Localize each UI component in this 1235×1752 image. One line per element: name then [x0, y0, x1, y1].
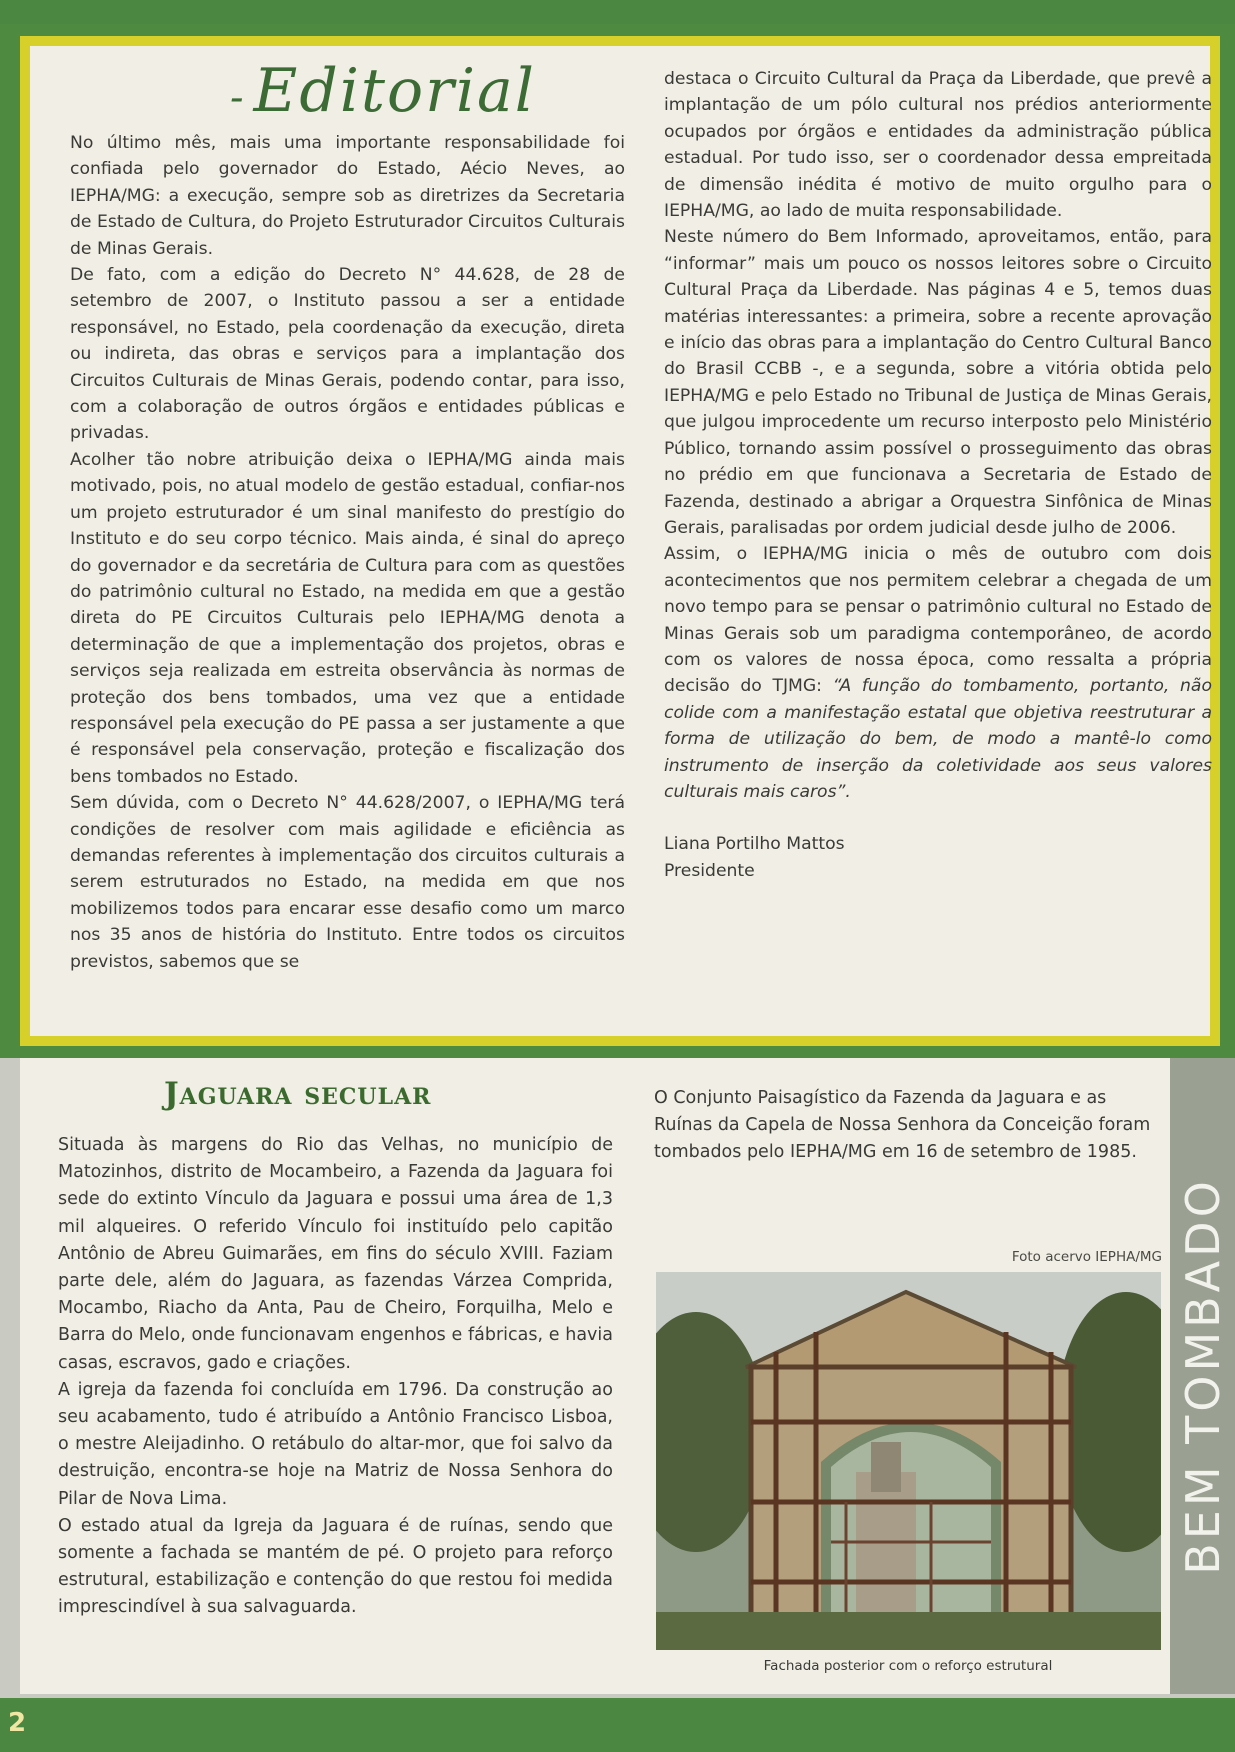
editorial-right-column — [664, 66, 1212, 884]
church-ruins-illustration — [656, 1272, 1161, 1650]
jaguara-paragraph: O Conjunto Paisagístico da Fazenda da Jaguara e as Ruínas da Capela de Nossa Senhora da Conceição foram tombados pelo IEPHA/MG em 16 de setembro de 1985. — [654, 1088, 1151, 1163]
photo-caption: Fachada posterior com o reforço estrutural — [763, 1658, 1053, 1674]
editorial-closing-text: Assim, o IEPHA/MG inicia o mês de outubro com dois acontecimentos que nos permitem celebrar a chegada de um novo tempo para se pensar o patrimônio cultural no Estado de Minas Gerais sob um paradigma contemporâneo, de acordo com os valores de nossa época, como ressalta a própria decisão do TJMG: — [664, 544, 1212, 697]
jaguara-paragraph: O estado atual da Igreja da Jaguara é de ruínas, sendo que somente a fachada se mantém de pé. O projeto para reforço estrutural, estabilização e contenção do que restou foi medida imprescindível à sua salvaguarda. — [58, 1515, 613, 1618]
photo-credit: Foto acervo IEPHA/MG — [1011, 1249, 1162, 1265]
jaguara-paragraph: A igreja da fazenda foi concluída em 1796. Da construção ao seu acabamento, tudo é atribuído a Antônio Francisco Lisboa, o mestre Aleijadinho. O retábulo do altar-mor, que foi salvo da destruição, encontra-se hoje na Matriz de Nossa Senhora do Pilar de Nova Lima. — [58, 1379, 613, 1509]
jaguara-right-column — [654, 1085, 1159, 1167]
jaguara-title: Jaguara secular — [164, 1076, 432, 1112]
editorial-quote: “A função do tombamento, portanto, não colide com a manifestação estatal que objetiva reestruturar a forma de utilização do bem, de modo a mantê-lo como instrumento de inserção da coletividade aos seus valores culturais mais caros”. — [664, 676, 1212, 802]
editorial-paragraph: Sem dúvida, com o Decreto N° 44.628/2007, o IEPHA/MG terá condições de resolver com mais agilidade e eficiência as demandas referentes à implementação dos circuitos culturais a serem estruturados no Estado, na medida em que nos mobilizemos todos para encarar esse desafio como um marco nos 35 anos de história do Instituto. Entre todos os circuitos previstos, sabemos que se — [70, 793, 625, 972]
side-label-text: BEM TOMBADO — [1175, 1177, 1230, 1575]
church-ruins-photo — [656, 1272, 1161, 1650]
editorial-left-column — [70, 130, 625, 975]
editorial-closing-paragraph — [664, 541, 1212, 805]
top-color-strip — [0, 0, 1235, 24]
editorial-box — [20, 36, 1220, 1046]
side-label-bar — [1170, 1058, 1235, 1694]
editorial-signature — [664, 831, 1212, 884]
jaguara-left-column — [58, 1132, 613, 1622]
editorial-paragraph: No último mês, mais uma importante responsabilidade foi confiada pelo governador do Estado, Aécio Neves, ao IEPHA/MG: a execução, sempre sob as diretrizes da Secretaria de Estado de Cultura, do Projeto Estruturador Circuitos Culturais de Minas Gerais. — [70, 133, 625, 259]
editorial-paper — [30, 46, 1210, 1036]
editorial-title: - Editorial — [230, 56, 536, 126]
editorial-paragraph: Acolher tão nobre atribuição deixa o IEPHA/MG ainda mais motivado, pois, no atual modelo de gestão estadual, confiar-nos um projeto estruturador é um sinal manifesto do prestígio do Instituto e do seu corpo técnico. Mais ainda, é sinal do apreço do governador e da secretária de Cultura para com as questões do patrimônio cultural no Estado, na medida em que a gestão direta do PE Circuitos Culturais pelo IEPHA/MG denota a determinação de que a implementação dos projetos, obras e serviços seja realizada em estreita observância às normas de proteção dos bens tombados, uma vez que a entidade responsável pela execução do PE passa a ser justamente a que é responsável pela conservação, proteção e fiscalização dos bens tombados no Estado. — [70, 449, 625, 787]
editorial-paragraph: De fato, com a edição do Decreto N° 44.628, de 28 de setembro de 2007, o Instituto passou a ser a entidade responsável, no Estado, pela coordenação da execução, direta ou indireta, das obras e serviços para a implantação dos Circuitos Culturais de Minas Gerais, podendo contar, para isso, com a colaboração de outros órgãos e entidades públicas e privadas. — [70, 265, 625, 444]
signature-role: Presidente — [664, 860, 755, 881]
footer-bar — [0, 1700, 1235, 1752]
signature-name: Liana Portilho Mattos — [664, 834, 845, 855]
page-number: 2 — [8, 1708, 27, 1738]
editorial-paragraph: destaca o Circuito Cultural da Praça da Liberdade, que prevê a implantação de um pólo cultural nos prédios anteriormente ocupados por órgãos e entidades da administração pública estadual. Por tudo isso, ser o coordenador dessa empreitada de dimensão inédita é motivo de muito orgulho para o IEPHA/MG, ao lado de muita responsabilidade. — [664, 69, 1212, 222]
jaguara-paragraph: Situada às margens do Rio das Velhas, no município de Matozinhos, distrito de Mocambeiro, a Fazenda da Jaguara foi sede do extinto Vínculo da Jaguara e possui uma área de 1,3 mil alqueires. O referido Vínculo foi instituído pelo capitão Antônio de Abreu Guimarães, em fins do século XVIII. Faziam parte dele, além do Jaguara, as fazendas Várzea Comprida, Mocambo, Riacho da Anta, Pau de Cheiro, Forquilha, Melo e Barra do Melo, onde funcionavam engenhos e fábricas, e havia casas, escravos, gado e criações. — [58, 1135, 613, 1373]
editorial-paragraph: Neste número do Bem Informado, aproveitamos, então, para “informar” mais um pouco os nossos leitores sobre o Circuito Cultural Praça da Liberdade. Nas páginas 4 e 5, temos duas matérias interessantes: a primeira, sobre a recente aprovação e início das obras para a implantação do Centro Cultural Banco do Brasil CCBB -, e a segunda, sobre a vitória obtida pelo IEPHA/MG e pelo Estado no Tribunal de Justiça de Minas Gerais, que julgou improcedente um recurso interposto pelo Ministério Público, tornando assim possível o prosseguimento das obras no prédio em que funcionava a Secretaria de Estado de Fazenda, destinado a abrigar a Orquestra Sinfônica de Minas Gerais, paralisadas por ordem judicial desde julho de 2006. — [664, 227, 1212, 538]
